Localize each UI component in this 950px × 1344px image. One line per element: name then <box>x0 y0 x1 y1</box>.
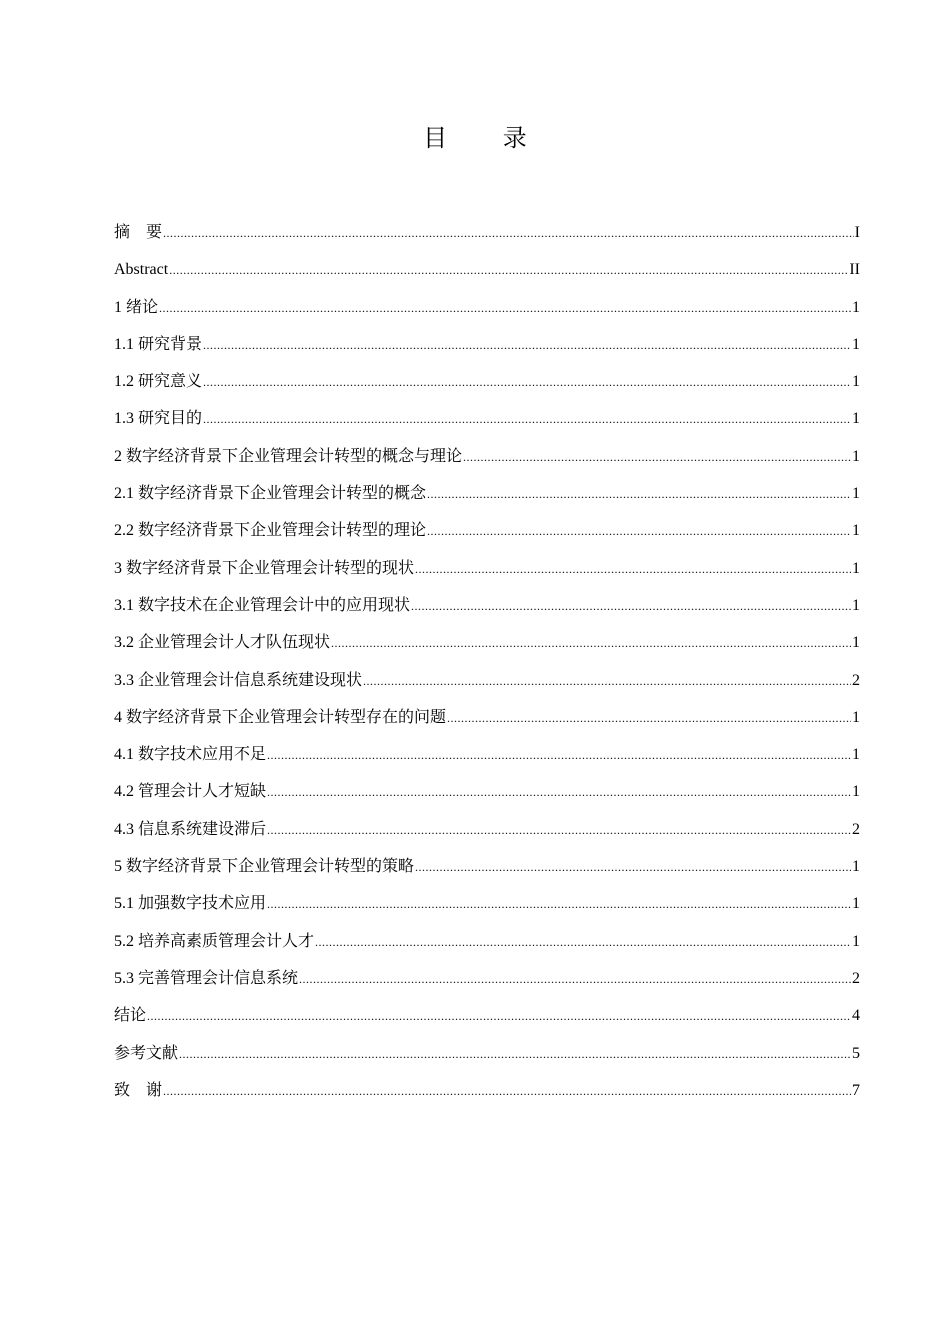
toc-leader-dots <box>169 252 848 289</box>
toc-entry[interactable] <box>114 699 860 736</box>
toc-entry[interactable] <box>114 363 860 400</box>
toc-entry-page-number: I <box>854 224 860 241</box>
toc-entry-page-number: 1 <box>852 746 860 764</box>
toc-entry[interactable] <box>114 400 860 437</box>
toc-entry-label: 3.2 企业管理会计人才队伍现状 <box>114 634 331 652</box>
toc-leader-dots <box>315 924 851 961</box>
toc-leader-dots <box>299 961 851 998</box>
toc-title: 目 录 <box>423 124 551 152</box>
toc-entry-label: 1 绪论 <box>114 298 159 316</box>
toc-leader-dots <box>411 588 851 625</box>
toc-entry[interactable] <box>114 811 860 848</box>
toc-entry-label: 3.1 数字技术在企业管理会计中的应用现状 <box>114 596 411 614</box>
toc-entry[interactable] <box>114 923 860 960</box>
toc-leader-dots <box>267 737 851 774</box>
toc-entry-label: 1.3 研究目的 <box>114 410 203 428</box>
toc-entry-page-number: 5 <box>852 1044 860 1062</box>
toc-leader-dots <box>159 290 851 327</box>
toc-entry-label: 致 谢 <box>114 1081 163 1099</box>
toc-leader-dots <box>267 886 851 923</box>
toc-entry[interactable] <box>114 885 860 922</box>
toc-leader-dots <box>203 327 851 364</box>
toc-leader-dots <box>203 364 851 401</box>
toc-entry[interactable] <box>114 475 860 512</box>
toc-leader-dots <box>363 663 851 700</box>
toc-entry-page-number: 1 <box>852 447 860 465</box>
toc-list <box>114 214 860 1109</box>
toc-entry-label: 结论 <box>114 1007 147 1025</box>
toc-entry-page-number: 1 <box>852 596 860 614</box>
toc-entry-page-number: 1 <box>852 410 860 428</box>
toc-entry-page-number: 1 <box>852 708 860 726</box>
toc-entry-page-number: 1 <box>852 298 860 316</box>
toc-entry[interactable] <box>114 773 860 810</box>
toc-leader-dots <box>203 401 851 438</box>
toc-entry-label: 4.2 管理会计人才短缺 <box>114 783 267 801</box>
toc-entry-page-number: 1 <box>852 522 860 540</box>
toc-entry-page-number: 2 <box>852 820 860 838</box>
toc-entry[interactable] <box>114 997 860 1034</box>
toc-entry-page-number: 1 <box>852 335 860 353</box>
toc-entry[interactable] <box>114 251 860 288</box>
toc-entry-label: 5.3 完善管理会计信息系统 <box>114 969 299 987</box>
toc-entry-label: 4.1 数字技术应用不足 <box>114 746 267 764</box>
toc-entry[interactable] <box>114 960 860 997</box>
toc-leader-dots <box>163 215 854 252</box>
toc-entry-label: Abstract <box>114 261 169 279</box>
toc-entry[interactable] <box>114 848 860 885</box>
toc-leader-dots <box>267 774 851 811</box>
toc-entry-page-number: 1 <box>852 858 860 876</box>
toc-entry-page-number: 1 <box>852 373 860 391</box>
toc-entry[interactable] <box>114 289 860 326</box>
toc-entry-label: 3 数字经济背景下企业管理会计转型的现状 <box>114 559 415 577</box>
toc-entry-page-number: 2 <box>852 671 860 689</box>
toc-leader-dots <box>447 700 851 737</box>
toc-entry-label: 2.1 数字经济背景下企业管理会计转型的概念 <box>114 485 427 503</box>
toc-entry-label: 参考文献 <box>114 1044 179 1062</box>
toc-entry-label: 摘 要 <box>114 224 163 241</box>
toc-entry-page-number: 1 <box>852 895 860 913</box>
toc-leader-dots <box>179 1036 851 1073</box>
toc-entry-label: 2.2 数字经济背景下企业管理会计转型的理论 <box>114 522 427 540</box>
toc-entry[interactable] <box>114 624 860 661</box>
toc-leader-dots <box>427 476 851 513</box>
toc-entry[interactable] <box>114 438 860 475</box>
toc-entry-page-number: 4 <box>852 1007 860 1025</box>
toc-entry-page-number: 1 <box>852 634 860 652</box>
toc-entry-label: 3.3 企业管理会计信息系统建设现状 <box>114 671 363 689</box>
toc-leader-dots <box>415 849 851 886</box>
toc-entry[interactable] <box>114 1072 860 1109</box>
toc-leader-dots <box>147 998 851 1035</box>
toc-entry[interactable] <box>114 662 860 699</box>
toc-entry-page-number: 2 <box>852 969 860 987</box>
toc-entry-page-number: II <box>849 261 860 279</box>
toc-entry-page-number: 1 <box>852 783 860 801</box>
toc-entry[interactable] <box>114 550 860 587</box>
toc-entry-label: 5.1 加强数字技术应用 <box>114 895 267 913</box>
toc-leader-dots <box>415 551 851 588</box>
toc-entry[interactable] <box>114 214 860 251</box>
toc-leader-dots <box>463 439 851 476</box>
toc-entry-label: 4 数字经济背景下企业管理会计转型存在的问题 <box>114 708 447 726</box>
toc-leader-dots <box>267 812 851 849</box>
toc-entry-page-number: 1 <box>852 559 860 577</box>
toc-entry-page-number: 1 <box>852 485 860 503</box>
toc-entry[interactable] <box>114 512 860 549</box>
toc-entry-label: 5.2 培养高素质管理会计人才 <box>114 932 315 950</box>
toc-entry-label: 4.3 信息系统建设滞后 <box>114 820 267 838</box>
toc-leader-dots <box>163 1073 851 1110</box>
toc-leader-dots <box>427 513 851 550</box>
toc-entry[interactable] <box>114 326 860 363</box>
toc-entry-label: 1.1 研究背景 <box>114 335 203 353</box>
toc-entry-page-number: 7 <box>852 1081 860 1099</box>
toc-entry-page-number: 1 <box>852 932 860 950</box>
toc-leader-dots <box>331 625 851 662</box>
toc-entry[interactable] <box>114 587 860 624</box>
toc-entry-label: 5 数字经济背景下企业管理会计转型的策略 <box>114 858 415 876</box>
toc-entry[interactable] <box>114 736 860 773</box>
toc-entry-label: 1.2 研究意义 <box>114 373 203 391</box>
toc-entry[interactable] <box>114 1035 860 1072</box>
toc-entry-label: 2 数字经济背景下企业管理会计转型的概念与理论 <box>114 447 463 465</box>
